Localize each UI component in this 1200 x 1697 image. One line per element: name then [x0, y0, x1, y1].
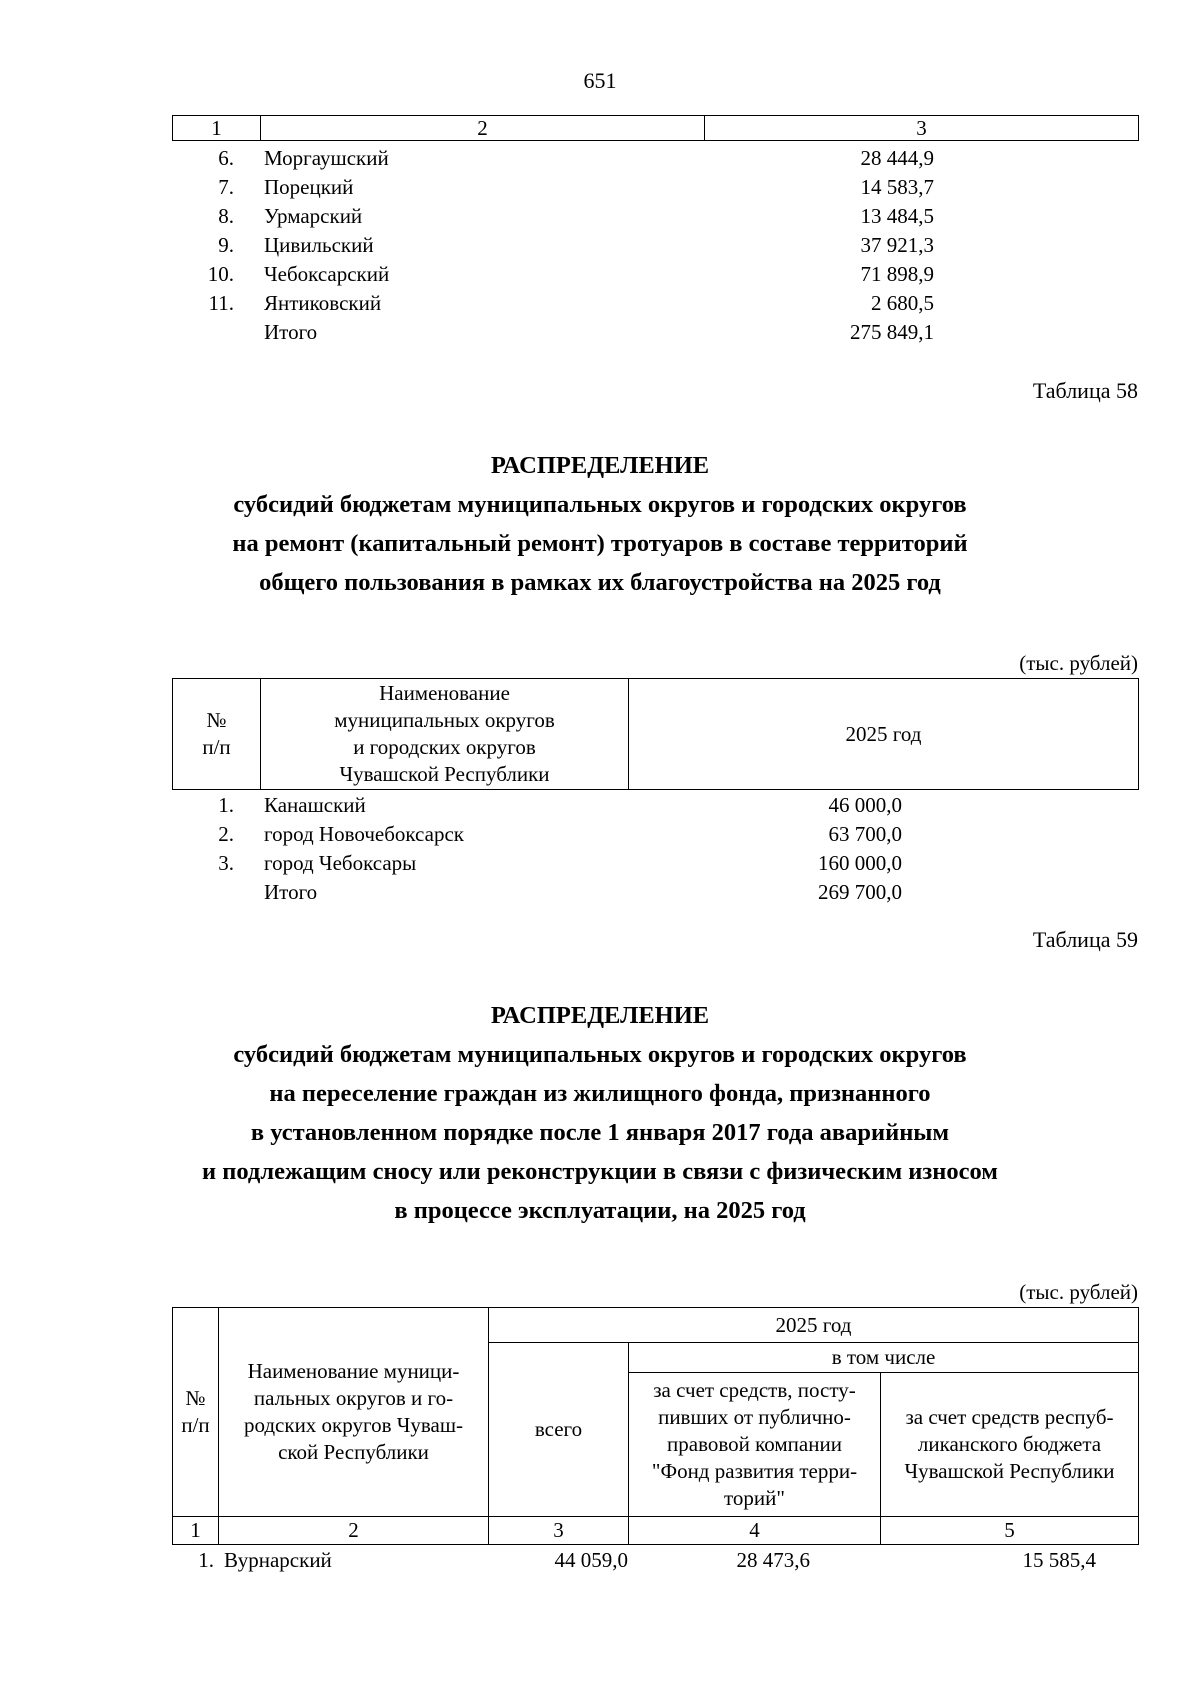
amount: 14 583,7	[860, 175, 934, 199]
table-59-subtitle-line: на переселение граждан из жилищного фонда, признанного	[269, 1080, 931, 1107]
fund-amount: 28 473,6	[736, 1548, 810, 1572]
table-59-title: РАСПРЕДЕЛЕНИЕ	[490, 1002, 710, 1029]
table-row	[172, 260, 1138, 289]
amount: 63 700,0	[828, 822, 902, 846]
amount: 37 921,3	[860, 233, 934, 257]
table-row	[172, 173, 1138, 202]
row-number: 3.	[218, 851, 234, 875]
number-column-header	[173, 1308, 219, 1517]
table-58-unit: (тыс. рублей)	[1019, 651, 1138, 675]
header-line: Наименование	[379, 681, 510, 705]
row-number	[172, 878, 260, 907]
name-column-header	[261, 679, 629, 790]
amount: 28 444,9	[860, 146, 934, 170]
table-row	[172, 289, 1138, 318]
table-row	[172, 791, 1138, 820]
column-number: 2	[261, 116, 705, 141]
year-column-header: 2025 год	[629, 679, 1139, 790]
continuation-table-header	[172, 115, 1139, 141]
table-59-subtitle-line: и подлежащим сносу или реконструкции в связи с физическим износом	[202, 1158, 998, 1185]
table-58-label: Таблица 58	[1032, 378, 1138, 403]
district-name: Порецкий	[264, 175, 354, 199]
header-line: правовой компании	[667, 1432, 842, 1456]
republic-budget-column-header	[881, 1373, 1139, 1517]
district-name: Вурнарский	[224, 1548, 332, 1572]
amount: 2 680,5	[871, 291, 934, 315]
header-line: Наименование муници-	[247, 1359, 460, 1383]
header-line: родских округов Чуваш-	[243, 1413, 464, 1437]
amount: 71 898,9	[860, 262, 934, 286]
header-line: ликанского бюджета	[917, 1432, 1102, 1456]
amount: 46 000,0	[828, 793, 902, 817]
header-text: № п/п	[181, 1386, 210, 1437]
row-number: 10.	[207, 262, 234, 286]
total-amount: 275 849,1	[850, 320, 934, 344]
column-number: 3	[705, 116, 1139, 141]
district-name: город Чебоксары	[264, 851, 417, 875]
header-text: № п/п	[202, 708, 231, 759]
row-number: 7.	[218, 175, 234, 199]
district-name: город Новочебоксарск	[264, 822, 464, 846]
header-line: муниципальных округов	[334, 708, 555, 732]
amount: 160 000,0	[818, 851, 902, 875]
row-number	[172, 318, 260, 347]
total-label: Итого	[264, 320, 318, 344]
table-row	[172, 849, 1138, 878]
year-column-header: 2025 год	[489, 1308, 1139, 1343]
row-number: 1.	[198, 1548, 214, 1572]
continuation-table-body	[172, 144, 1138, 347]
header-line: торий"	[724, 1486, 785, 1510]
fund-column-header	[629, 1373, 881, 1517]
district-name: Янтиковский	[264, 291, 382, 315]
header-line: за счет средств, посту-	[653, 1378, 856, 1402]
column-number: 1	[173, 116, 261, 141]
table-59-header	[172, 1307, 1139, 1545]
district-name: Урмарский	[264, 204, 363, 228]
table-59-subtitle-line: в установленном порядке после 1 января 2017 года аварийным	[250, 1119, 950, 1146]
table-row	[172, 1546, 1138, 1575]
table-row	[172, 820, 1138, 849]
row-number: 9.	[218, 233, 234, 257]
table-58-title: РАСПРЕДЕЛЕНИЕ	[490, 452, 710, 479]
header-line: за счет средств респуб-	[905, 1405, 1114, 1429]
name-column-header	[219, 1308, 489, 1517]
district-name: Цивильский	[264, 233, 374, 257]
table-row	[172, 144, 1138, 173]
header-line: и городских округов	[353, 735, 536, 759]
table-59-subtitle-line: в процессе эксплуатации, на 2025 год	[394, 1197, 806, 1224]
total-row	[172, 878, 1138, 907]
table-row	[172, 202, 1138, 231]
table-59-label: Таблица 59	[1032, 927, 1138, 952]
table-58-body	[172, 791, 1138, 907]
row-number: 6.	[218, 146, 234, 170]
header-line: Чувашской Республики	[339, 762, 550, 786]
amount: 13 484,5	[860, 204, 934, 228]
table-59-subtitle-line: субсидий бюджетам муниципальных округов и городских округов	[233, 1041, 967, 1068]
row-number: 11.	[208, 291, 234, 315]
column-number: 1	[173, 1517, 219, 1545]
table-58-subtitle-line: общего пользования в рамках их благоустройства на 2025 год	[259, 569, 941, 596]
header-line: пальных округов и го-	[253, 1386, 454, 1410]
district-name: Чебоксарский	[264, 262, 390, 286]
row-number: 1.	[218, 793, 234, 817]
total-row	[172, 318, 1138, 347]
table-row	[172, 231, 1138, 260]
table-59-body	[172, 1546, 1138, 1575]
district-name: Канашский	[264, 793, 366, 817]
table-59-unit: (тыс. рублей)	[1019, 1280, 1138, 1304]
number-column-header	[173, 679, 261, 790]
row-number: 8.	[218, 204, 234, 228]
header-line: Чувашской Республики	[904, 1459, 1115, 1483]
column-number: 2	[219, 1517, 489, 1545]
header-line: пивших от публично-	[658, 1405, 851, 1429]
column-number: 3	[489, 1517, 629, 1545]
page-number: 651	[583, 68, 617, 93]
total-amount: 269 700,0	[818, 880, 902, 904]
total-amount: 44 059,0	[554, 1548, 628, 1572]
total-label: Итого	[264, 880, 318, 904]
column-number: 4	[629, 1517, 881, 1545]
table-58-subtitle-line: на ремонт (капитальный ремонт) тротуаров в составе территорий	[232, 530, 968, 557]
table-58-subtitle-line: субсидий бюджетам муниципальных округов и городских округов	[233, 491, 967, 518]
table-58-header	[172, 678, 1139, 790]
row-number: 2.	[218, 822, 234, 846]
district-name: Моргаушский	[264, 146, 389, 170]
header-line: ской Республики	[278, 1440, 429, 1464]
column-number: 5	[881, 1517, 1139, 1545]
including-column-header: в том числе	[629, 1343, 1139, 1373]
header-line: "Фонд развития терри-	[651, 1459, 858, 1483]
republic-amount: 15 585,4	[1022, 1548, 1096, 1572]
total-column-header: всего	[489, 1343, 629, 1517]
